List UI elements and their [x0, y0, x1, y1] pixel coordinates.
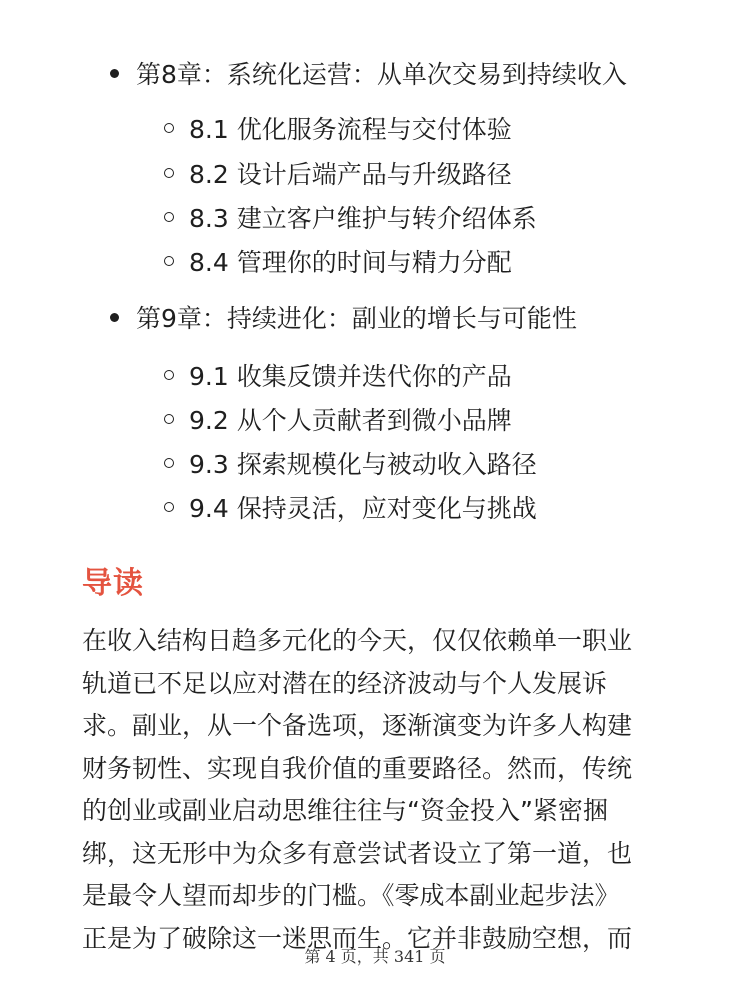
section-heading-intro: 导读	[82, 566, 144, 601]
paragraph-line: 绑，这无形中为众多有意尝试者设立了第一道，也	[82, 838, 633, 868]
hollow-bullet-icon	[164, 414, 174, 424]
paragraph-line: 的创业或副业启动思维往往与“资金投入”紧密捆	[82, 796, 608, 825]
paragraph-line: 正是为了破除这一迷思而生。它并非鼓励空想，而	[82, 923, 633, 953]
bullet-dot-icon	[110, 313, 119, 322]
section-title: 8.3 建立客户维护与转介绍体系	[189, 204, 537, 233]
toc-chapter-8	[110, 53, 627, 93]
paragraph-line: 求。副业，从一个备选项，逐渐演变为许多人构建	[82, 711, 633, 740]
toc-section-8-1	[164, 108, 512, 148]
toc-chapter-9	[110, 297, 577, 337]
section-title: 9.2 从个人贡献者到微小品牌	[189, 406, 512, 435]
hollow-bullet-icon	[164, 370, 174, 380]
section-title: 8.2 设计后端产品与升级路径	[189, 160, 512, 189]
toc-section-9-1	[164, 355, 512, 395]
section-title: 9.4 保持灵活，应对变化与挑战	[189, 494, 537, 523]
hollow-bullet-icon	[164, 502, 174, 512]
paragraph-line: 财务韧性、实现自我价值的重要路径。然而，传统	[82, 753, 633, 783]
hollow-bullet-icon	[164, 256, 174, 266]
toc-section-9-4	[164, 487, 537, 527]
intro-paragraph	[82, 620, 672, 960]
page-number-footer: 第 4 页，共 341 页	[304, 947, 446, 966]
hollow-bullet-icon	[164, 168, 174, 178]
toc-section-9-2	[164, 399, 512, 439]
toc-section-8-3	[164, 197, 537, 237]
paragraph-line: 轨道已不足以应对潜在的经济波动与个人发展诉	[82, 668, 608, 698]
bullet-dot-icon	[110, 69, 119, 78]
hollow-bullet-icon	[164, 458, 174, 468]
section-title: 8.4 管理你的时间与精力分配	[189, 248, 512, 277]
toc-section-8-2	[164, 153, 512, 193]
toc-section-8-4	[164, 241, 512, 281]
chapter-title: 第9章：持续进化：副业的增长与可能性	[136, 304, 577, 333]
chapter-title: 第8章：系统化运营：从单次交易到持续收入	[136, 60, 627, 89]
hollow-bullet-icon	[164, 123, 174, 133]
toc-section-9-3	[164, 443, 537, 483]
section-title: 9.3 探索规模化与被动收入路径	[189, 450, 537, 479]
paragraph-line: 在收入结构日趋多元化的今天，仅仅依赖单一职业	[82, 626, 633, 655]
hollow-bullet-icon	[164, 212, 174, 222]
paragraph-line: 是最令人望而却步的门槛。《零成本副业起步法》	[82, 881, 620, 910]
section-title: 8.1 优化服务流程与交付体验	[189, 115, 512, 144]
section-title: 9.1 收集反馈并迭代你的产品	[189, 362, 512, 391]
